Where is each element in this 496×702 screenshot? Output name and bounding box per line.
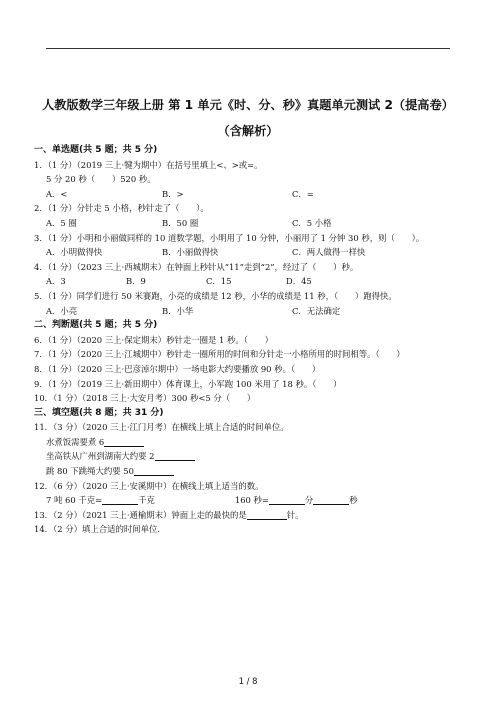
option-c[interactable]: C．无法确定	[292, 305, 341, 316]
option-d[interactable]: D．45	[286, 276, 312, 287]
question-7: 7．（1 分）（2020 三上·江城期中）秒针走一圈所用的时间和分针走一小格所用的时间相等。（ ）	[34, 349, 405, 360]
section-heading-single-choice: 一、单选题(共 5 题；共 5 分)	[34, 145, 158, 155]
question-13-stem: 13．（2 分）（2021 三上·通榆期末）钟面上走的最快的是	[34, 509, 247, 520]
question-1-sub: 5 分 20 秒（ ）520 秒。	[46, 174, 156, 185]
answer-blank[interactable]	[269, 494, 305, 505]
question-10: 10．（1 分）（2018 三上·大安月考）300 秒<5 分（ ）	[34, 393, 256, 404]
answer-blank[interactable]	[155, 450, 195, 461]
page-number: 1 / 8	[238, 676, 258, 686]
option-a[interactable]: A．小亮	[46, 305, 78, 316]
unit-text: 分	[304, 495, 314, 506]
option-a[interactable]: A．5 圈	[46, 217, 77, 228]
question-6: 6．（1 分）（2020 三上·保定期末）秒针走一圈是 1 秒。（ ）	[34, 334, 274, 345]
question-1-stem: 1．（1 分）（2019 三上·犍为期中）在括号里填上<、>或=。	[34, 159, 263, 170]
line-text: 水煮饭需要煮 6	[46, 436, 105, 447]
option-b[interactable]: B．小华	[162, 305, 194, 316]
question-9: 9．（1 分）（2019 三上·新田期中）体育课上，小军跑 100 米用了 18 秒。（ ）	[34, 378, 342, 389]
option-b[interactable]: B．>	[162, 188, 184, 199]
option-b[interactable]: B．小丽做得快	[162, 247, 219, 258]
question-12-stem: 12．（6 分）（2020 三上·安溪期中）在横线上填上适当的数。	[34, 480, 264, 491]
question-4-stem: 4．（1 分）（2023 三上·西城期末）在钟面上秒针从“11”走到“2”，经过了（ ）秒。	[34, 261, 359, 272]
line-text: 坐高铁从广州到湖南大约要 2	[46, 451, 155, 462]
option-c[interactable]: C．=	[292, 188, 314, 199]
question-5-options	[34, 304, 466, 319]
line-text: 7 吨 60 千克=	[46, 495, 103, 506]
unit-text: 千克	[138, 495, 155, 506]
option-a[interactable]: A．3	[46, 276, 66, 287]
answer-blank[interactable]	[247, 509, 287, 520]
question-13	[34, 508, 466, 523]
answer-blank[interactable]	[102, 494, 138, 505]
line-text: 跳 80 下跳绳大约要 50	[46, 466, 134, 477]
question-2-options	[34, 216, 466, 231]
answer-blank[interactable]	[134, 465, 174, 476]
question-14: 14．（2 分）填上合适的时间单位.	[34, 524, 160, 535]
option-a[interactable]: A．小明做得快	[46, 247, 103, 258]
option-b[interactable]: B．50 圈	[162, 217, 199, 228]
document-title: 人教版数学三年级上册 第 1 单元《时、分、秒》真题单元测试 2（提高卷）	[42, 98, 454, 112]
question-12-line	[34, 493, 466, 508]
question-8: 8．（1 分）（2020 三上·巴彦淖尔期中）一场电影大约要播放 90 秒。（ ）	[34, 363, 321, 374]
question-3-options	[34, 245, 466, 260]
question-11-stem: 11．（3 分）（2020 三上·江门月考）在横线上填上合适的时间单位。	[34, 422, 289, 433]
answer-blank[interactable]	[104, 436, 144, 447]
question-4-options	[34, 274, 466, 289]
question-13-tail: 针。	[286, 509, 304, 520]
unit-text: 秒	[349, 495, 358, 506]
section-heading-fill-blank: 三、填空题(共 8 题；共 31 分)	[34, 407, 164, 418]
option-a[interactable]: A．<	[46, 188, 68, 199]
option-c[interactable]: C．15	[206, 276, 232, 287]
question-11-line-2	[34, 449, 466, 464]
answer-blank[interactable]	[313, 494, 349, 505]
option-b[interactable]: B．9	[126, 276, 146, 287]
option-c[interactable]: C．5 小格	[292, 217, 332, 228]
question-11-line-3	[34, 464, 466, 479]
line-text: 160 秒=	[234, 495, 269, 506]
question-1-options	[34, 187, 466, 202]
question-3-stem: 3．（1 分）小明和小丽做同样的 10 道数学题，小明用了 10 分钟，小丽用了 1 分钟 30 秒，则（ ）。	[34, 232, 425, 243]
question-2-stem: 2．（1 分）分针走 5 小格，秒针走了（ ）。	[34, 203, 209, 214]
question-11-line-1	[34, 435, 466, 450]
question-list	[34, 143, 466, 537]
option-c[interactable]: C．两人做得一样快	[292, 247, 366, 258]
header-rule	[46, 48, 450, 49]
section-heading-true-false: 二、判断题(共 5 题；共 5 分)	[34, 320, 158, 331]
document-subtitle: （含解析）	[217, 124, 279, 138]
question-5-stem: 5．（1 分）同学们进行 50 米赛跑，小亮的成绩是 12 秒，小华的成绩是 11 秒，（ ）跑得快。	[34, 290, 397, 301]
